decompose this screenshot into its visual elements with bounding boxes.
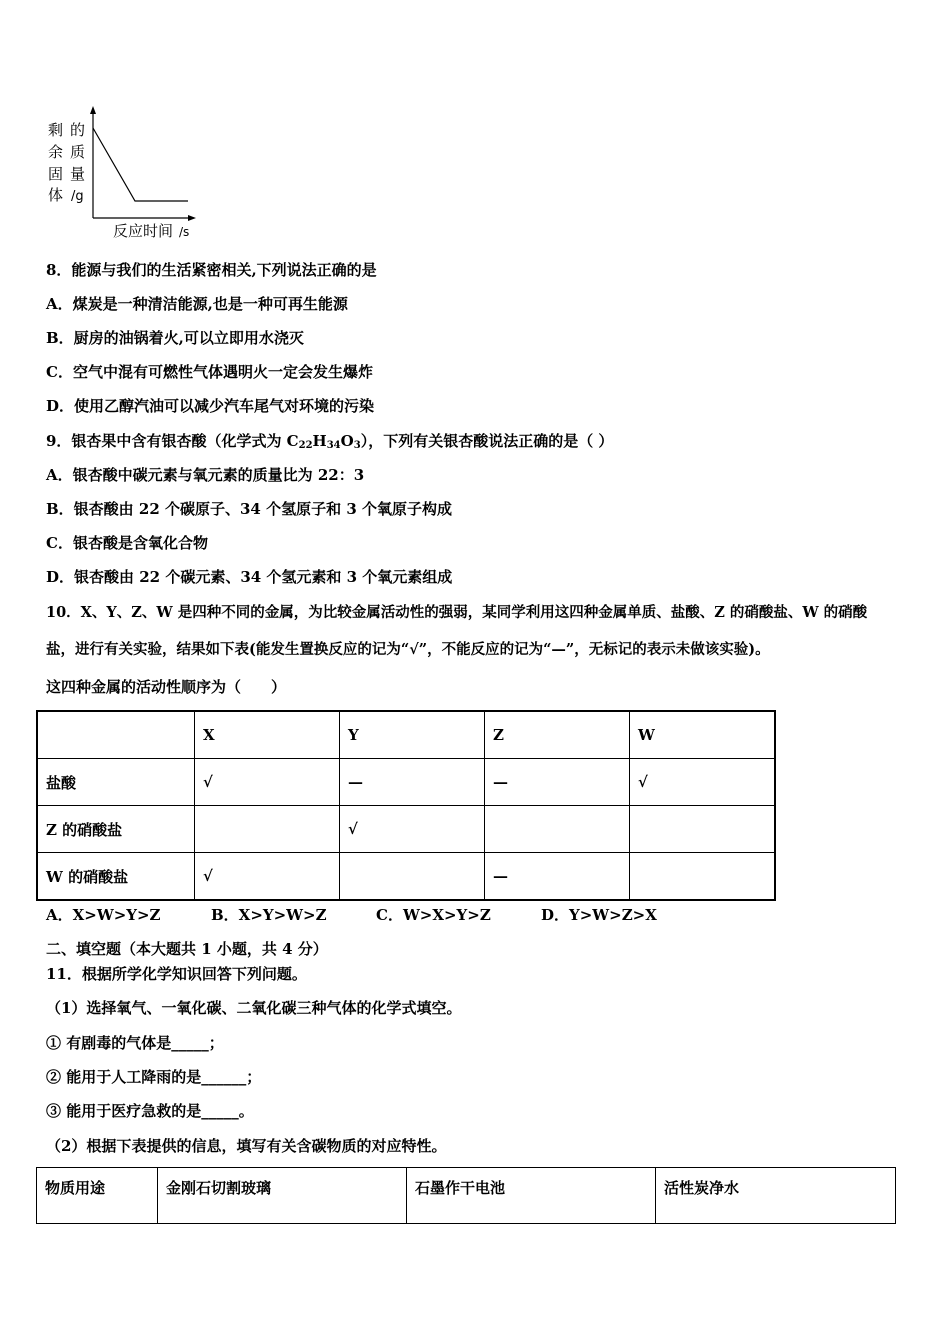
y-label-char: 量 [70, 165, 86, 183]
y-label-char: 余 [48, 143, 64, 161]
x-label: 反应时间 [113, 222, 174, 240]
q8-option-b: B．厨房的油锅着火,可以立即用水浇灭 [46, 329, 304, 347]
table-cell [37, 711, 195, 759]
q10-options [46, 905, 657, 925]
q10-stem-line2: 盐，进行有关实验，结果如下表(能发生置换反应的记为“√”，不能反应的记为“—”，无标记的表示未做该实验)。 [46, 641, 770, 658]
table-cell: √ [195, 853, 340, 901]
x-axis-arrow [188, 215, 196, 221]
table-header-row [37, 711, 775, 759]
x-unit: /s [179, 225, 190, 239]
q11-item2: ② 能用于人工降雨的是______； [46, 1068, 262, 1086]
table-row [37, 806, 775, 853]
y-label-char: 固 [48, 165, 64, 183]
section-heading: 二、填空题（本大题共 1 小题，共 4 分） [46, 940, 328, 958]
table-row [37, 853, 775, 901]
table-cell: √ [195, 759, 340, 806]
table-cell: √ [630, 759, 776, 806]
table-cell: X [195, 711, 340, 759]
table-cell: W [630, 711, 776, 759]
table-cell: — [340, 759, 485, 806]
q8-option-a: A．煤炭是一种清洁能源,也是一种可再生能源 [46, 295, 348, 313]
table-cell: W 的硝酸盐 [37, 853, 195, 901]
q11-part2: （2）根据下表提供的信息，填写有关含碳物质的对应特性。 [46, 1137, 447, 1155]
table-cell [340, 853, 485, 901]
table-cell: Z 的硝酸盐 [37, 806, 195, 853]
y-unit: /g [71, 189, 84, 204]
q9-option-d: D．银杏酸由 22 个碳元素、34 个氢元素和 3 个氧元素组成 [46, 568, 453, 586]
q11-part1: （1）选择氧气、一氧化碳、二氧化碳三种气体的化学式填空。 [46, 999, 462, 1017]
table-cell: √ [340, 806, 485, 853]
table-cell: Y [340, 711, 485, 759]
q10-results-table [36, 710, 776, 901]
table-cell: 金刚石切割玻璃 [158, 1168, 407, 1224]
table-cell: 活性炭净水 [656, 1168, 896, 1224]
q10-option-c: C．W>X>Y>Z [376, 906, 491, 924]
q9-option-a: A．银杏酸中碳元素与氧元素的质量比为 22：3 [46, 466, 365, 484]
y-label-char: 质 [70, 143, 86, 161]
q11-item1: ① 有剧毒的气体是_____； [46, 1034, 224, 1052]
table-cell [630, 853, 776, 901]
q9-option-b: B．银杏酸由 22 个碳原子、34 个氢原子和 3 个氧原子构成 [46, 500, 452, 518]
q8-stem: 8．能源与我们的生活紧密相关,下列说法正确的是 [46, 261, 377, 279]
y-label-char: 体 [48, 186, 64, 204]
table-row [37, 1168, 896, 1224]
carbon-uses-table [36, 1167, 896, 1224]
q10-option-d: D．Y>W>Z>X [541, 906, 657, 924]
table-cell: 石墨作干电池 [407, 1168, 656, 1224]
table-cell: 盐酸 [37, 759, 195, 806]
q8-option-c: C．空气中混有可燃性气体遇明火一定会发生爆炸 [46, 363, 373, 381]
y-label-char: 的 [70, 121, 86, 139]
q11-item3: ③ 能用于医疗急救的是_____。 [46, 1102, 254, 1120]
q10-option-a: A．X>W>Y>Z [46, 906, 161, 924]
table-cell: 物质用途 [37, 1168, 158, 1224]
q9-stem: 9．银杏果中含有银杏酸（化学式为 $C_{22}H_{34}O_3$），下列有关银杏酸说法正确的是（ ） [46, 432, 614, 451]
table-cell: Z [485, 711, 630, 759]
y-label-char: 剩 [48, 121, 64, 139]
q11-stem: 11．根据所学化学知识回答下列问题。 [46, 965, 307, 983]
y-axis-arrow [90, 106, 96, 114]
table-cell: — [485, 853, 630, 901]
table-row [37, 759, 775, 806]
q9-option-c: C．银杏酸是含氧化合物 [46, 534, 208, 552]
table-cell [630, 806, 776, 853]
table-cell: — [485, 759, 630, 806]
q10-stem-line1: 10．X、Y、Z、W 是四种不同的金属，为比较金属活动性的强弱，某同学利用这四种金属单质、盐酸、Z 的硝酸盐、W 的硝酸 [46, 604, 868, 621]
table-cell [485, 806, 630, 853]
q8-option-d: D．使用乙醇汽油可以减少汽车尾气对环境的污染 [46, 397, 375, 415]
mass-curve [93, 128, 188, 201]
table-cell [195, 806, 340, 853]
mass-time-graph [40, 100, 210, 240]
q10-option-b: B．X>Y>W>Z [211, 906, 327, 924]
q10-stem-line3: 这四种金属的活动性顺序为（ ） [46, 678, 287, 696]
